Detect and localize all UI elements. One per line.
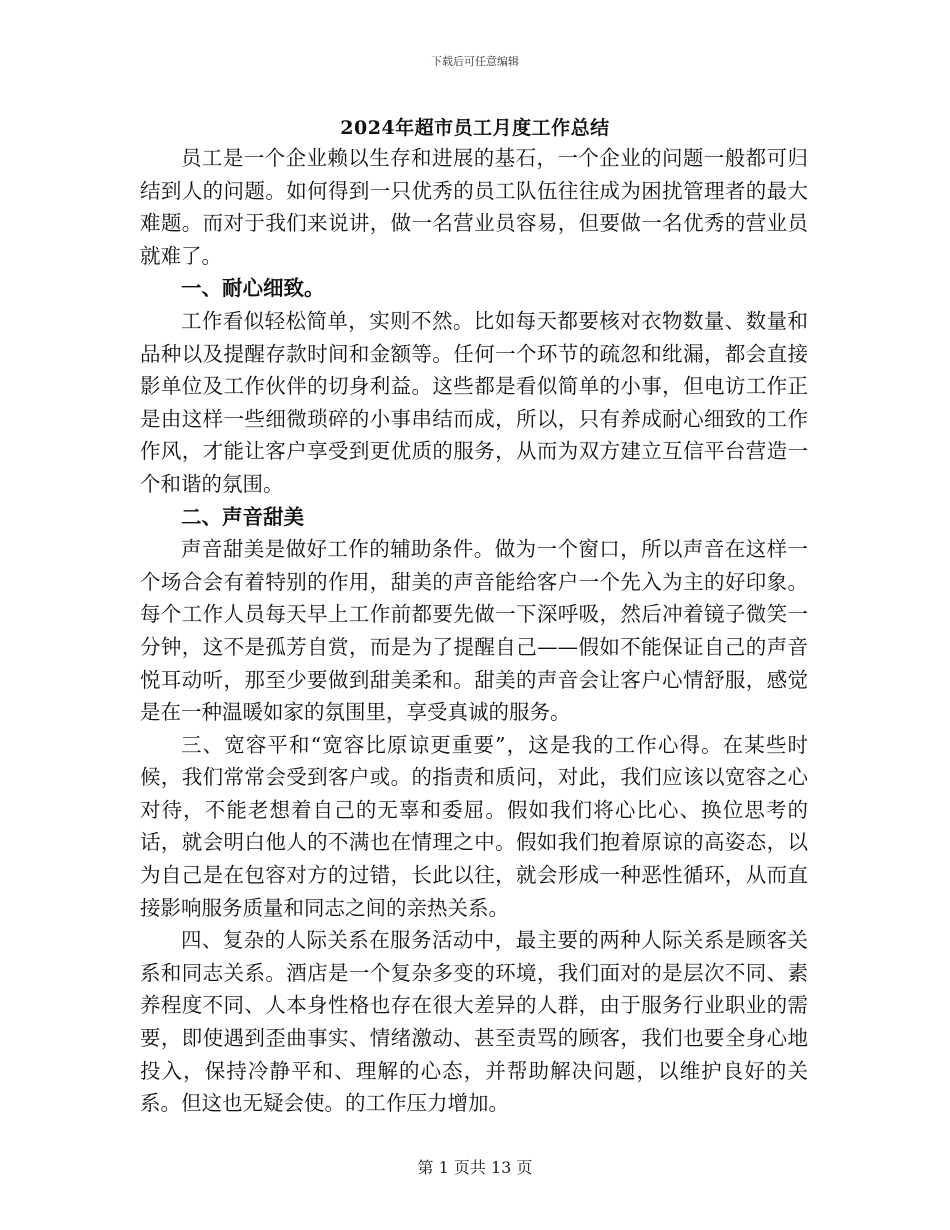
paragraph-intro: 员工是一个企业赖以生存和进展的基石，一个企业的问题一般都可归结到人的问题。如何得到一只优秀的员工队伍往往成为困扰管理者的最大难题。而对于我们来说讲，做一名营业员容易，但要做一名优秀的营业员就难了。 <box>140 146 808 268</box>
paragraph-voice: 声音甜美是做好工作的辅助条件。做为一个窗口，所以声音在这样一个场合会有着特别的作用，甜美的声音能给客户一个先入为主的好印象。每个工作人员每天早上工作前都要先做一下深呼吸，然后冲着镜子微笑一分钟，这不是孤芳自赏，而是为了提醒自己——假如不能保证自己的声音悦耳动听，那至少要做到甜美柔和。甜美的声音会让客户心情舒服，感觉是在一种温暖如家的氛围里，享受真诚的服务。 <box>140 537 808 725</box>
paragraph-patience: 工作看似轻松简单，实则不然。比如每天都要核对衣物数量、数量和品种以及提醒存款时间和金额等。任何一个环节的疏忽和纰漏，都会直接影单位及工作伙伴的切身利益。这些都是看似简单的小事，但电访工作正是由这样一些细微琐碎的小事串结而成，所以，只有养成耐心细致的工作作风，才能让客户享受到更优质的服务，从而为双方建立互信平台营造一个和谐的氛围。 <box>140 308 808 496</box>
document-body <box>140 142 808 1120</box>
section-heading-2: 二、声音甜美 <box>181 504 304 529</box>
page-header: 下载后可任意编辑 <box>431 55 519 68</box>
section-heading-1: 一、耐心细致。 <box>181 276 325 301</box>
paragraph-tolerance: 三、宽容平和“宽容比原谅更重要”，这是我的工作心得。在某些时候，我们常常会受到客户或。的指责和质问，对此，我们应该以宽容之心对待，不能老想着自己的无辜和委屈。假如我们将心比心、换位思考的话，就会明白他人的不满也在情理之中。假如我们抱着原谅的高姿态，以为自己是在包容对方的过错，长此以往，就会形成一种恶性循环，从而直接影响服务质量和同志之间的亲热关系。 <box>140 732 808 920</box>
paragraph-relations: 四、复杂的人际关系在服务活动中，最主要的两种人际关系是顾客关系和同志关系。酒店是一个复杂多变的环境，我们面对的是层次不同、素养程度不同、人本身性格也存在很大差异的人群，由于服务行业职业的需要，即使遇到歪曲事实、情绪激动、甚至责骂的顾客，我们也要全身心地投入，保持冷静平和、理解的心态，并帮助解决问题，以维护良好的关系。但这也无疑会使。的工作压力增加。 <box>140 928 808 1116</box>
page-footer: 第 1 页共 13 页 <box>417 1158 533 1177</box>
document-title: 2024年超市员工月度工作总结 <box>340 117 610 139</box>
